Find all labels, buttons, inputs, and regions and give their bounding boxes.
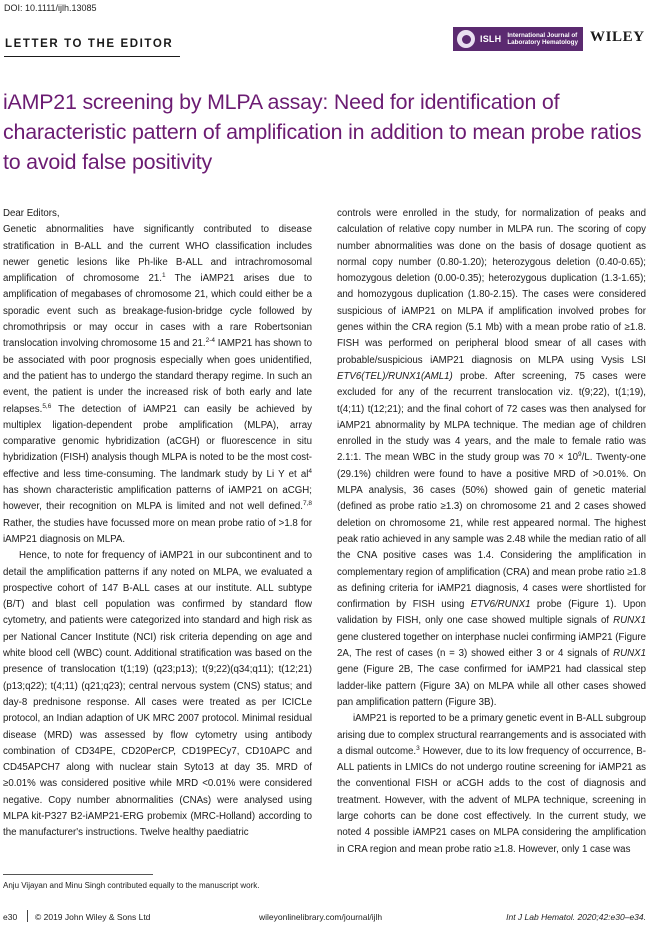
citation: Int J Lab Hematol. 2020;42:e30–e34.: [506, 912, 646, 922]
text-run: Genetic abnormalities have significantly contributed to disease stratification in B-ALL and the current WHO classification includes newer genetic lesions like Ph-like B-ALL and intrachromosomal amplification of chromosome 21.: [3, 224, 312, 285]
text-run: has shown characteristic amplification patterns of iAMP21 on aCGH; however, their recognition on MLPA is limited and not well defined.: [3, 485, 312, 513]
left-column: [3, 206, 312, 842]
section-label: LETTER TO THE EDITOR: [5, 38, 174, 50]
text-run: gene (Figure 2B, The case confirmed for iAMP21 had classical step ladder-like pattern (Figure 3A) on MLPA while all other cases showed pan amplification pattern (Figure 3B).: [337, 664, 646, 708]
text-run: probe (Figure 1). Upon validation by FISH, only one case showed multiple signals of: [337, 599, 646, 627]
citation-ref[interactable]: 1: [161, 272, 166, 280]
section-divider: [4, 56, 180, 57]
text-run: IAMP21 has shown to be associated with poor prognosis especially when goes unidentified, and the patient has to undergo the standard therapy regime. In such an event, the patient is under the increased risk of both early and late relapses.: [3, 338, 312, 415]
page-number: e30: [3, 912, 18, 922]
journal-name-line2: Laboratory Hematology: [507, 39, 578, 46]
journal-name-line1: International Journal of: [507, 31, 578, 39]
text-run: iAMP21 is reported to be a primary genetic event in B-ALL subgroup arising due to complex structural rearrangements and is associated with a dismal outcome.: [337, 713, 646, 757]
right-column: [337, 206, 646, 858]
text-run: gene clustered together on interphase nuclei confirming iAMP21 (Figure 2A, The rest of cases (n = 3) showed either 3 or 4 signals of: [337, 631, 646, 660]
text-run: /L. Twenty-one (29.1%) children were found to have a positive MRD of >0.01%. On MLPA analysis, 36 cases (50%) showed gain of genetic material (defined as probe ratio ≥1.3) on chromosome 21 and 2 cases showed deletion on chromosome 21, while rest appeared normal. The highest peak ratio achieved in any sample was 2.48 while the median ratio of all the CNA positive cases was 1.4. Considering the amplification in complementary region of amplification (CRA) and mean probe ratio ≥1.8 as defining criteria for iAMP21 diagnosis, 4 cases were shortlisted for confirmation by FISH using: [337, 452, 647, 611]
footnote: Anju Vijayan and Minu Singh contributed equally to the manuscript work.: [3, 881, 260, 890]
footnote-divider: [3, 874, 153, 875]
citation-ref[interactable]: 2-4: [205, 337, 215, 345]
text-run: The iAMP21 arises due to amplification of megabases of chromosome 21, which could either be a sporadic event such as breakage-fusion-bridge cycle followed by chromothripsis or may occur in cases with a rare Robertsonian translocation involving chromosome 15 and 21.: [3, 273, 312, 350]
citation-ref[interactable]: 5,6: [42, 402, 52, 410]
journal-logo[interactable]: [453, 27, 583, 51]
gene-name: ETV6/RUNX1: [470, 599, 531, 611]
doi-text[interactable]: DOI: 10.1111/ijlh.13085: [4, 3, 97, 13]
citation-ref[interactable]: 3: [416, 744, 420, 752]
article-title: iAMP21 screening by MLPA assay: Need for identification of characteristic pattern of amplification in addition to mean probe ratios to avoid false positivity: [3, 90, 642, 174]
citation-ref[interactable]: 4: [308, 467, 312, 475]
copyright: © 2019 John Wiley & Sons Ltd: [35, 912, 151, 922]
gene-name: RUNX1: [613, 615, 646, 627]
paragraph-4: [337, 711, 646, 858]
paragraph-1: [3, 222, 312, 548]
journal-name: [507, 32, 578, 47]
publisher-logo[interactable]: WILEY: [590, 29, 645, 45]
gene-name: ETV6(TEL)/RUNX1(AML1): [337, 370, 453, 382]
text-run: probe. After screening, 75 cases were excluded for any of the recurrent translocation viz. t(9;22), t(1;19), t(4;11) t(12;21); and the final cohort of 72 cases was then analysed for iAMP21 abnormality by MLPA technique. The median age of children enrolled in the study was 4 years, and the male to female ratio was 2.1:1. The mean WBC in the study group was 70 × 10: [337, 370, 646, 464]
text-run: Rather, the studies have focussed more on mean probe ratio of >1.8 for iAMP21 diagnosis on MLPA.: [3, 517, 312, 545]
superscript: 9: [578, 451, 582, 459]
gene-name: RUNX1: [613, 648, 646, 660]
text-run: The detection of iAMP21 can easily be achieved by multiplex ligation-dependent probe amplification (MLPA), array comparative genomic hybridization (aCGH) or fluorescence in situ hybridization (FISH) analysis though MLPA is noted to be the most cost-effective and less time-consuming. The landmark study by Li Y et al: [3, 403, 312, 480]
text-run: However, due to its low frequency of occurrence, B-ALL patients in LMICs do not undergo routine screening for iAMP21 as the conventional FISH or aCGH adds to the cost of diagnosis and treatment. However, with the advent of MLPA technique, screening in large cohorts can be done cost effectively. In the current study, we noted 4 possible iAMP21 cases on MLPA considering the amplification in CRA region and mean probe ratio ≥1.8. However, only 1 case was: [337, 745, 646, 855]
paragraph-2: Hence, to note for frequency of iAMP21 in our subcontinent and to detail the amplification patterns if any noted on MLPA, we evaluated a prospective cohort of 147 B-ALL cases at our institute. ALL subtype (B/T) and blast cell population was confirmed by standard flow cytometry, and patients were categorized into standard and high risk as per National Cancer Institute (NCI) risk criteria depending on age and white blood cell (WBC) count. Additional stratification was based on the presence of translocation t(1;19) (q23;p13); t(9;22)(q34;q11); t(12;21) (p13;q22); t(4;11) (q21;q23); central nervous system (CNS) status; and day-8 prednisone response. All cases were treated as per ICICLe protocol, an Indian adaption of UK MRC 2007 protocol. Minimal residual disease (MRD) was assessed by flow cytometry using antibody combination of CD34PE, CD20PerCP, CD19PECy7, CD10APC and CD45APCH7 along with nuclear stain Syto13 at day 35. MRD of ≥0.01% was considered positive while MRD <0.01% were considered negative. Copy number abnormalities (CNAs) were analysed using MLPA kit-P327 B2-iAMP21-ERG probemix (MRC-Holland) according to the manufacturer's instructions. Twelve healthy paediatric: [3, 550, 312, 839]
citation-ref[interactable]: 7,8: [302, 500, 312, 508]
journal-url-link[interactable]: wileyonlinelibrary.com/journal/ijlh: [259, 912, 383, 922]
footer-separator: [27, 910, 28, 922]
society-name: ISLH: [480, 34, 502, 44]
society-seal-icon: [457, 30, 475, 48]
paragraph-3: [337, 206, 646, 711]
text-run: controls were enrolled in the study, for normalization of peaks and calculation of relative copy number in MLPA run. The scoring of copy number abnormalities was done on the basis of dosage quotient as normal copy number (0.80-1.20); heterozygous deletion (0.40-0.65); homozygous deletion (0.00-0.35); heterozygous duplication (1.3-1.65); and homozygous duplication (1.80-2.15). The cases were considered suspicious of iAMP21 on MLPA if amplification involved probes for genes within the CRA region (5.1 Mb) with a mean probe ratio of ≥1.8. FISH was performed on peripheral blood smear of all cases with probable/suspicious iAMP21 diagnosis on MLPA using Vysis LSI: [337, 208, 646, 366]
salutation: Dear Editors,: [3, 208, 60, 219]
